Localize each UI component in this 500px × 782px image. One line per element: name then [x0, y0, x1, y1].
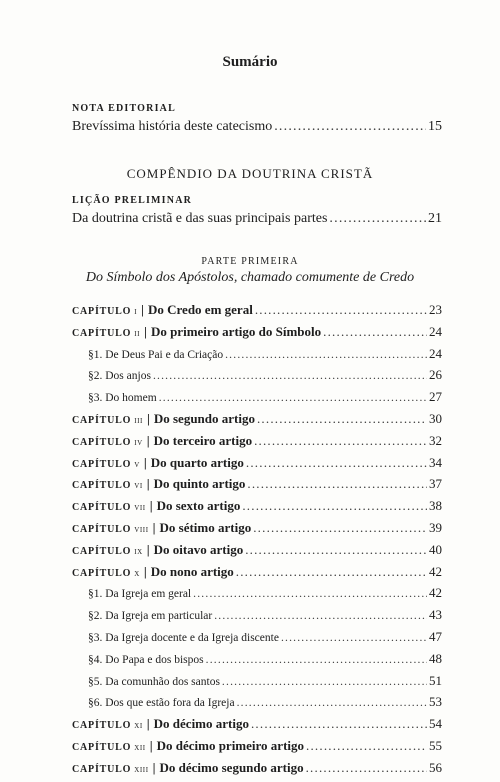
entry-page: 38	[429, 498, 442, 514]
leader-dots	[206, 654, 427, 666]
chapter-title: Do décimo segundo artigo	[159, 759, 304, 775]
chapter-label	[72, 738, 304, 754]
entry-page: 30	[429, 410, 442, 426]
chapter-number: v	[134, 458, 140, 470]
subsection-title: §2. Dos anjos	[88, 370, 151, 383]
licao-preliminar-entry[interactable]	[72, 211, 442, 233]
leader-dots	[306, 738, 427, 754]
separator: |	[146, 410, 150, 426]
chapter-label	[72, 760, 304, 776]
chapter-title: Do segundo artigo	[153, 410, 255, 426]
leader-dots	[225, 349, 427, 361]
separator: |	[149, 498, 153, 514]
leader-dots	[323, 324, 427, 340]
entry-page: 15	[428, 119, 442, 134]
separator: |	[143, 454, 147, 470]
entry-page: 42	[429, 585, 442, 601]
leader-dots	[247, 476, 427, 492]
chapter-word: CAPÍTULO	[72, 523, 132, 535]
entry-page: 54	[429, 716, 442, 732]
leader-dots	[159, 392, 427, 404]
subsection-title: §5. Da comunhão dos santos	[88, 675, 220, 688]
toc-subsection-row[interactable]	[72, 694, 442, 716]
chapter-word: CAPÍTULO	[72, 327, 132, 339]
chapter-label	[72, 433, 252, 449]
subsection-title: §1. De Deus Pai e da Criação	[88, 348, 224, 361]
toc-subsection-row[interactable]	[72, 346, 442, 368]
leader-dots	[237, 697, 427, 709]
chapter-number: viii	[134, 523, 149, 535]
entry-page: 56	[429, 759, 442, 775]
chapter-label	[72, 455, 244, 471]
chapter-word: CAPÍTULO	[72, 741, 132, 753]
chapter-word: CAPÍTULO	[72, 545, 132, 557]
separator: |	[143, 563, 147, 579]
chapter-number: iii	[134, 414, 143, 426]
leader-dots	[214, 610, 427, 622]
subsection-title: §3. Da Igreja docente e da Igreja discente	[88, 631, 279, 644]
chapter-title: Do oitavo artigo	[153, 541, 244, 557]
nota-editorial-label: NOTA EDITORIAL	[72, 103, 176, 114]
leader-dots	[246, 455, 427, 471]
leader-dots	[253, 520, 427, 536]
entry-page: 24	[429, 345, 442, 361]
chapter-title: Do nono artigo	[150, 563, 234, 579]
toc-chapter-row[interactable]	[72, 302, 442, 324]
entry-page: 39	[429, 519, 442, 535]
licao-preliminar-label: LIÇÃO PRELIMINAR	[72, 195, 193, 206]
entry-page: 34	[429, 454, 442, 470]
leader-dots	[255, 302, 427, 318]
chapter-title: Do décimo artigo	[153, 716, 249, 732]
chapter-number: iv	[134, 436, 143, 448]
chapter-title: Do Credo em geral	[148, 302, 253, 317]
leader-dots	[281, 632, 427, 644]
chapter-number: xii	[134, 741, 146, 753]
entry-page: 32	[429, 432, 442, 448]
separator: |	[152, 519, 156, 535]
toc-chapter-row[interactable]	[72, 476, 442, 498]
subsection-title: §6. Dos que estão fora da Igreja	[88, 697, 235, 710]
chapter-word: CAPÍTULO	[72, 502, 132, 514]
leader-dots	[274, 119, 426, 135]
compendio-heading: COMPÊNDIO DA DOUTRINA CRISTÃ	[126, 166, 374, 181]
chapter-number: i	[134, 306, 138, 317]
toc-subsection-row[interactable]	[72, 651, 442, 673]
toc-chapter-row[interactable]	[72, 411, 442, 433]
toc-chapter-row[interactable]	[72, 324, 442, 346]
chapter-word: CAPÍTULO	[72, 480, 132, 492]
chapter-number: x	[134, 567, 140, 579]
chapter-number: ii	[134, 327, 141, 339]
toc-chapter-row[interactable]	[72, 760, 442, 782]
entry-page: 40	[429, 541, 442, 557]
toc-subsection-row[interactable]	[72, 673, 442, 695]
toc-list	[72, 302, 442, 782]
separator: |	[141, 302, 144, 317]
chapter-label	[72, 542, 243, 558]
chapter-number: vi	[134, 480, 143, 492]
leader-dots	[222, 676, 427, 688]
toc-chapter-row[interactable]	[72, 520, 442, 542]
parte-primeira-label: PARTE PRIMEIRA	[201, 256, 299, 267]
leader-dots	[329, 211, 426, 227]
leader-dots	[236, 564, 427, 580]
entry-page: 26	[429, 367, 442, 383]
chapter-number: vii	[134, 502, 146, 514]
chapter-title: Do sexto artigo	[156, 498, 241, 514]
subsection-title: §1. Da Igreja em geral	[88, 588, 192, 601]
subsection-title: §4. Do Papa e dos bispos	[88, 653, 204, 666]
leader-dots	[153, 370, 427, 382]
entry-page: 47	[429, 628, 442, 644]
page-title: Sumário	[222, 54, 278, 70]
chapter-title: Do quarto artigo	[150, 454, 244, 470]
entry-page: 21	[428, 211, 442, 226]
entry-page: 37	[429, 476, 442, 492]
subsection-title: §2. Da Igreja em particular	[88, 610, 213, 623]
entry-page: 55	[429, 737, 442, 753]
leader-dots	[257, 411, 427, 427]
toc-subsection-row[interactable]	[72, 607, 442, 629]
chapter-label	[72, 498, 240, 514]
entry-page: 27	[429, 389, 442, 405]
chapter-label	[72, 324, 321, 340]
chapter-label	[72, 716, 249, 732]
chapter-title: Do sétimo artigo	[159, 519, 252, 535]
leader-dots	[306, 760, 427, 776]
entry-page: 24	[429, 323, 442, 339]
chapter-label	[72, 476, 245, 492]
separator: |	[152, 759, 156, 775]
chapter-word: CAPÍTULO	[72, 720, 132, 732]
chapter-number: ix	[134, 545, 143, 557]
entry-page: 53	[429, 694, 442, 710]
chapter-title: Do primeiro artigo do Símbolo	[150, 323, 322, 339]
separator: |	[144, 323, 147, 339]
separator: |	[146, 432, 150, 448]
toc-subsection-row[interactable]	[72, 389, 442, 411]
leader-dots	[251, 716, 427, 732]
entry-page: 43	[429, 607, 442, 623]
leader-dots	[245, 542, 427, 558]
chapter-word: CAPÍTULO	[72, 567, 132, 579]
toc-subsection-row[interactable]	[72, 585, 442, 607]
chapter-label	[72, 520, 251, 536]
toc-chapter-row[interactable]	[72, 542, 442, 564]
entry-page: 48	[429, 650, 442, 666]
entry-title: Brevíssima história deste catecismo	[72, 119, 273, 134]
chapter-label	[72, 411, 255, 427]
parte-primeira-subtitle: Do Símbolo dos Apóstolos, chamado comumente de Credo	[85, 270, 415, 285]
chapter-word: CAPÍTULO	[72, 306, 132, 317]
entry-page: 42	[429, 563, 442, 579]
entry-page: 23	[429, 302, 442, 317]
toc-chapter-row[interactable]	[72, 455, 442, 477]
toc-chapter-row[interactable]	[72, 738, 442, 760]
chapter-title: Do terceiro artigo	[153, 432, 253, 448]
chapter-word: CAPÍTULO	[72, 436, 132, 448]
separator: |	[149, 737, 153, 753]
toc-chapter-row[interactable]	[72, 498, 442, 520]
toc-chapter-row[interactable]	[72, 564, 442, 586]
subsection-title: §3. Do homem	[88, 392, 157, 405]
chapter-label	[72, 302, 253, 318]
entry-title: Da doutrina cristã e das suas principais partes	[72, 211, 328, 226]
entry-page: 51	[429, 672, 442, 688]
chapter-word: CAPÍTULO	[72, 458, 132, 470]
chapter-label	[72, 564, 234, 580]
chapter-title: Do quinto artigo	[153, 476, 246, 492]
nota-editorial-entry[interactable]	[72, 119, 442, 141]
toc-chapter-row[interactable]	[72, 716, 442, 738]
chapter-word: CAPÍTULO	[72, 763, 132, 775]
separator: |	[146, 476, 150, 492]
toc-chapter-row[interactable]	[72, 433, 442, 455]
toc-subsection-row[interactable]	[72, 629, 442, 651]
licao-preliminar-section	[72, 194, 442, 233]
leader-dots	[242, 498, 427, 514]
chapter-title: Do décimo primeiro artigo	[156, 737, 305, 753]
leader-dots	[193, 588, 427, 600]
chapter-number: xi	[134, 720, 143, 732]
separator: |	[146, 716, 150, 732]
separator: |	[146, 541, 150, 557]
chapter-word: CAPÍTULO	[72, 414, 132, 426]
chapter-number: xiii	[134, 763, 149, 775]
nota-editorial-section	[72, 102, 442, 141]
toc-subsection-row[interactable]	[72, 367, 442, 389]
leader-dots	[254, 433, 427, 449]
